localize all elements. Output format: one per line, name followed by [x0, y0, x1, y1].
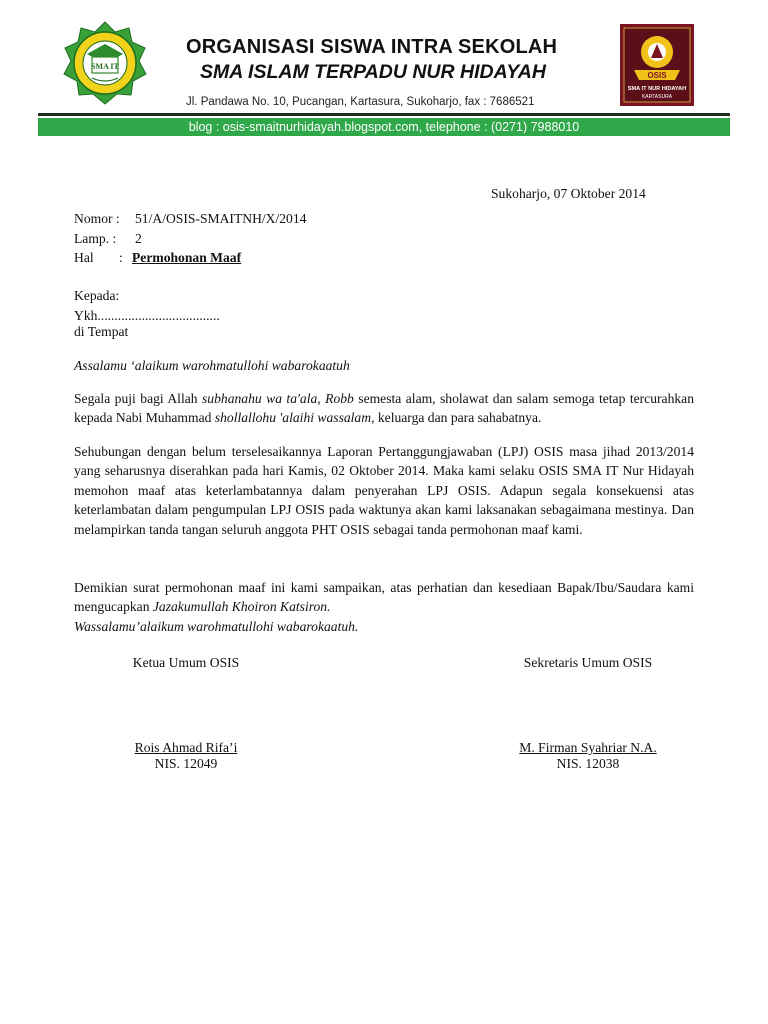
lamp-label: Lamp. :	[74, 231, 117, 246]
place-date: Sukoharjo, 07 Oktober 2014	[491, 186, 646, 201]
lamp-value: 2	[135, 231, 142, 246]
p1-text-f: shollallohu 'alaihi wassalam	[214, 410, 372, 426]
opening-salutation: Assalamu ‘alaikum warohmatullohi wabarokaatuh	[74, 358, 350, 373]
p1-text-g: , keluarga dan para sahabatnya.	[371, 410, 542, 426]
di-tempat: di Tempat	[74, 324, 129, 339]
school-name: SMA ISLAM TERPADU NUR HIDAYAH	[200, 61, 546, 83]
letterhead-divider	[38, 113, 730, 116]
right-logo-subcaption: KARTASURA	[641, 94, 673, 100]
paragraph-body: Sehubungan dengan belum terselesaikannya Laporan Pertanggungjawaban (LPJ) OSIS masa jihad 2013/2014 yang seharusnya diserahkan pada hari Kamis, 02 Oktober 2014. Maka kami selaku OSIS SMA IT Nur Hidayah memohon maaf atas keterlambatannya dalam penyerahan LPJ OSIS. Adapun segala konsekuensi atas keterlambatan dalam pengumpulan LPJ OSIS pada waktunya akan kami laksanakan sebagaimana mestinya. Dan melampirkan tanda tangan seluruh anggota PHT OSIS sebagai tanda permohonan maaf kami.	[74, 444, 694, 537]
left-logo-text: SMA IT	[91, 62, 119, 71]
p3-text-b: Jazakumullah Khoiron Katsiron.	[152, 599, 331, 615]
right-signer-title: Sekretaris Umum OSIS	[523, 655, 653, 670]
paragraph-closing	[74, 578, 694, 617]
right-logo-text: OSIS	[647, 71, 667, 80]
hal-label: Hal	[74, 250, 94, 265]
p1-text-e: semesta alam, sholawat dan salam semoga tetap tercurahkan kepada Nabi Muhammad	[74, 391, 694, 426]
recipient-line: Ykh....................................	[74, 308, 220, 323]
p1-text-c: ,	[317, 391, 326, 406]
left-signer-name: Rois Ahmad Rifa’i	[134, 740, 238, 755]
osis-logo	[620, 24, 694, 106]
p1-text-d: Robb	[325, 391, 354, 406]
hal-value: Permohonan Maaf	[132, 250, 242, 265]
right-signer-nis: NIS. 12038	[556, 756, 620, 771]
hal-colon: :	[119, 250, 123, 265]
p1-text-a: Segala puji bagi Allah	[74, 391, 203, 406]
kepada: Kepada:	[74, 288, 120, 303]
school-emblem-logo	[62, 20, 148, 106]
nomor-value: 51/A/OSIS-SMAITNH/X/2014	[135, 211, 307, 226]
letterhead	[38, 14, 730, 136]
p3-text-a: Demikian surat permohonan maaf ini kami sampaikan, atas perhatian dan kesediaan Bapak/Ibu/Saudara kami mengucapkan	[74, 580, 694, 615]
p1-text-b: subhanahu wa ta'ala	[202, 391, 318, 406]
closing-salutation: Wassalamu’alaikum warohmatullohi wabarokaatuh.	[74, 619, 359, 634]
left-signer-title: Ketua Umum OSIS	[132, 655, 240, 670]
left-signer-nis: NIS. 12049	[154, 756, 218, 771]
right-signer-name: M. Firman Syahriar N.A.	[519, 740, 657, 755]
paragraph-opening	[74, 389, 694, 428]
contact-bar: blog : osis-smaitnurhidayah.blogspot.com, telephone : (0271) 7988010	[38, 118, 730, 136]
school-address: Jl. Pandawa No. 10, Pucangan, Kartasura, Sukoharjo, fax : 7686521	[186, 96, 535, 108]
nomor-label: Nomor :	[74, 211, 120, 226]
org-name: ORGANISASI SISWA INTRA SEKOLAH	[186, 36, 558, 58]
right-logo-caption: SMA IT NUR HIDAYAH	[627, 86, 687, 92]
